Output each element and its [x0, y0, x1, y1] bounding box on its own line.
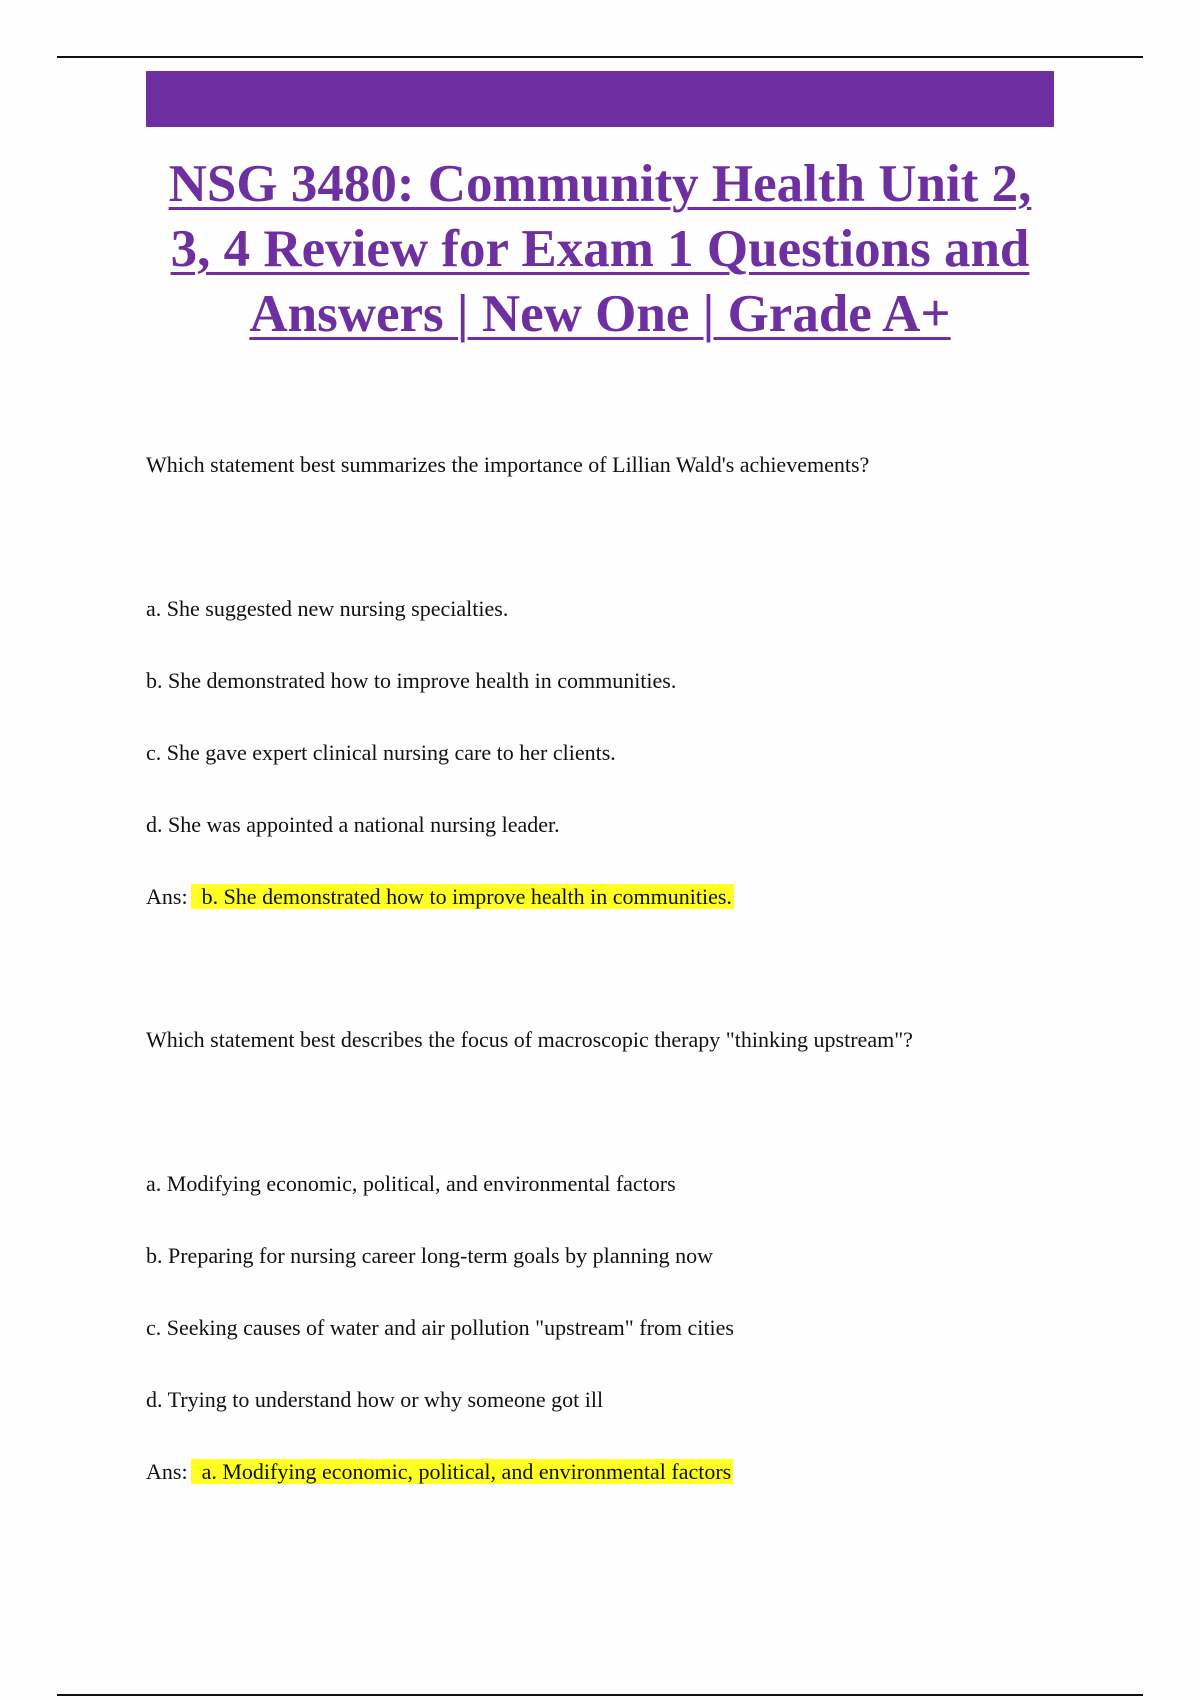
option-d: d. Trying to understand how or why someone got ill	[146, 1387, 604, 1412]
answer-line	[146, 884, 734, 910]
bottom-rule	[57, 1694, 1143, 1696]
question-stem: Which statement best describes the focus of macroscopic therapy "thinking upstream"?	[146, 1027, 913, 1052]
answer-highlight: a. Modifying economic, political, and environmental factors	[191, 1459, 734, 1484]
document-title: NSG 3480: Community Health Unit 2, 3, 4 Review for Exam 1 Questions and Answers | New One | Grade A+	[168, 155, 1032, 343]
option-b: b. Preparing for nursing career long-term goals by planning now	[146, 1243, 713, 1268]
option-d: d. She was appointed a national nursing leader.	[146, 812, 560, 837]
option-b: b. She demonstrated how to improve health in communities.	[146, 668, 677, 693]
answer-label: Ans:	[146, 884, 188, 909]
answer-highlight: b. She demonstrated how to improve health in communities.	[191, 884, 734, 909]
answer-label: Ans:	[146, 1459, 188, 1484]
option-c: c. Seeking causes of water and air pollution "upstream" from cities	[146, 1315, 734, 1340]
question-stem: Which statement best summarizes the importance of Lillian Wald's achievements?	[146, 452, 870, 477]
option-a: a. She suggested new nursing specialties.	[146, 596, 509, 621]
top-rule	[57, 56, 1143, 58]
header-banner	[146, 71, 1054, 127]
answer-line	[146, 1459, 733, 1485]
option-c: c. She gave expert clinical nursing care to her clients.	[146, 740, 616, 765]
option-a: a. Modifying economic, political, and environmental factors	[146, 1171, 676, 1196]
